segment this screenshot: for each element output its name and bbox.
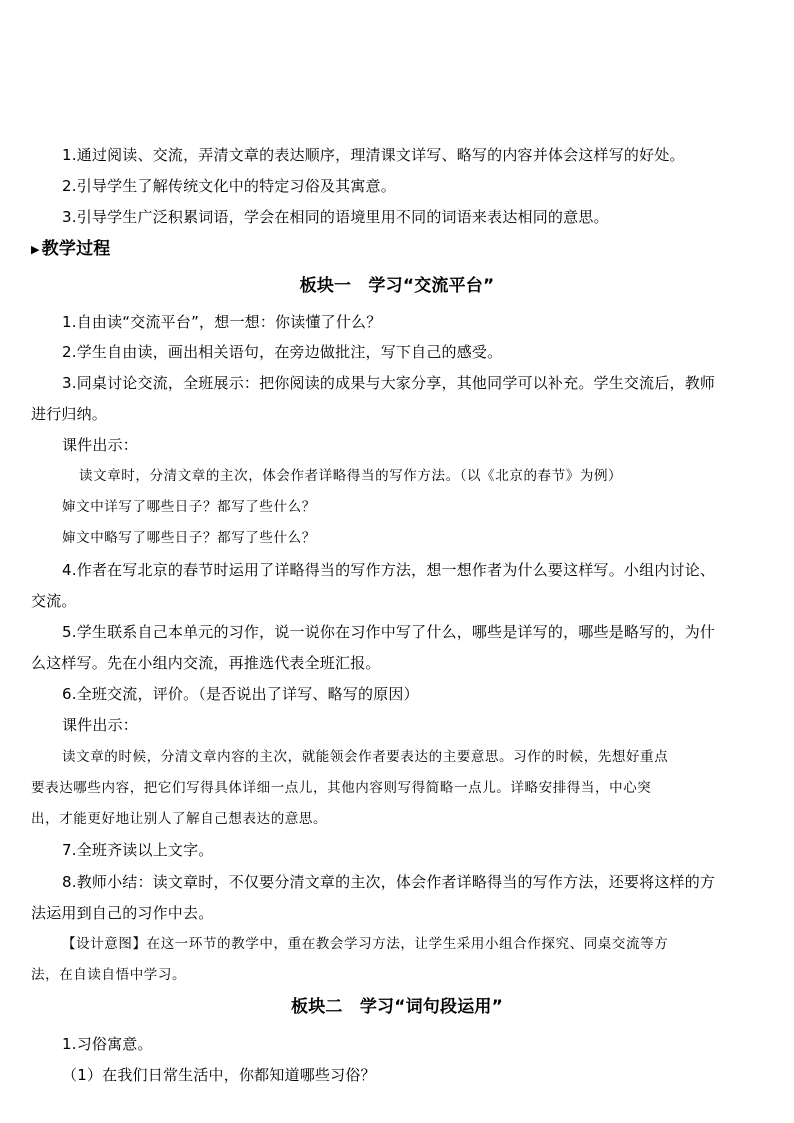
objective-2: 2.引导学生了解传统文化中的特定习俗及其寓意。 [62,177,396,195]
s1-item-8-line1: 8.教师小结：读文章时，不仅要分清文章的主次，体会作者详略得当的写作方法，还要将这样的方 [62,873,716,891]
courseware1-line1: 读文章时，分清文章的主次，体会作者详略得当的写作方法。（以《北京的春节》为例） [79,468,623,484]
objective-1: 1.通过阅读、交流，弄清文章的表达顺序，理清课文详写、略写的内容并体会这样写的好处。 [62,146,685,164]
design-intent-line2: 法，在自读自悟中学习。 [31,967,187,983]
s1-item-2: 2.学生自由读，画出相关语句，在旁边做批注，写下自己的感受。 [62,343,503,361]
courseware-label-1: 课件出示： [62,436,139,454]
s2-item-1: 1.习俗寓意。 [62,1035,153,1053]
s2-item-1-sub-1: （1）在我们日常生活中，你都知道哪些习俗？ [62,1066,376,1084]
s1-item-5-line1: 5.学生联系自己本单元的习作，说一说你在习作中写了什么，哪些是详写的，哪些是略写的，为什 [62,623,716,641]
process-heading [31,239,110,260]
section2-title: 板块二 学习“词句段运用” [291,997,503,1017]
s1-item-5-line2: 么这样写。先在小组内交流，再推选代表全班汇报。 [31,654,381,672]
courseware2-line1: 读文章的时候，分清文章内容的主次，就能领会作者要表达的主要意思。习作的时候，先想好重点 [62,749,669,765]
s1-item-8-line2: 法运用到自己的习作中去。 [31,904,214,922]
triangle-bullet-icon: ▶ [31,243,40,256]
s1-item-4-line2: 交流。 [31,592,77,610]
courseware1-line3: 婶文中略写了哪些日子？都写了些什么？ [62,530,316,546]
s1-item-1: 1.自由读“交流平台”，想一想：你读懂了什么？ [62,313,382,331]
s1-item-3-line1: 3.同桌讨论交流，全班展示：把你阅读的成果与大家分享，其他同学可以补充。学生交流后，教师 [62,374,716,392]
process-heading-text: 教学过程 [41,239,111,259]
objective-3: 3.引导学生广泛积累词语，学会在相同的语境里用不同的词语来表达相同的意思。 [62,208,609,226]
s1-item-6: 6.全班交流，评价。（是否说出了详写、略写的原因） [62,685,419,703]
courseware2-line3: 出，才能更好地让别人了解自己想表达的意思。 [31,811,328,827]
s1-item-4-line1: 4.作者在写北京的春节时运用了详略得当的写作方法，想一想作者为什么要这样写。小组内讨论、 [62,561,716,579]
design-intent-line1: 【设计意图】在这一环节的教学中，重在教会学习方法，让学生采用小组合作探究、同桌交流等方 [62,936,669,952]
courseware-label-2: 课件出示： [62,716,139,734]
s1-item-7: 7.全班齐读以上文字。 [62,841,214,859]
courseware2-line2: 要表达哪些内容，把它们写得具体详细一点儿，其他内容则写得简略一点儿。详略安排得当，中心突 [31,780,652,796]
courseware1-line2: 婶文中详写了哪些日子？都写了些什么？ [62,499,316,515]
section1-title: 板块一 学习“交流平台” [299,276,495,296]
s1-item-3-line2: 进行归纳。 [31,405,108,423]
